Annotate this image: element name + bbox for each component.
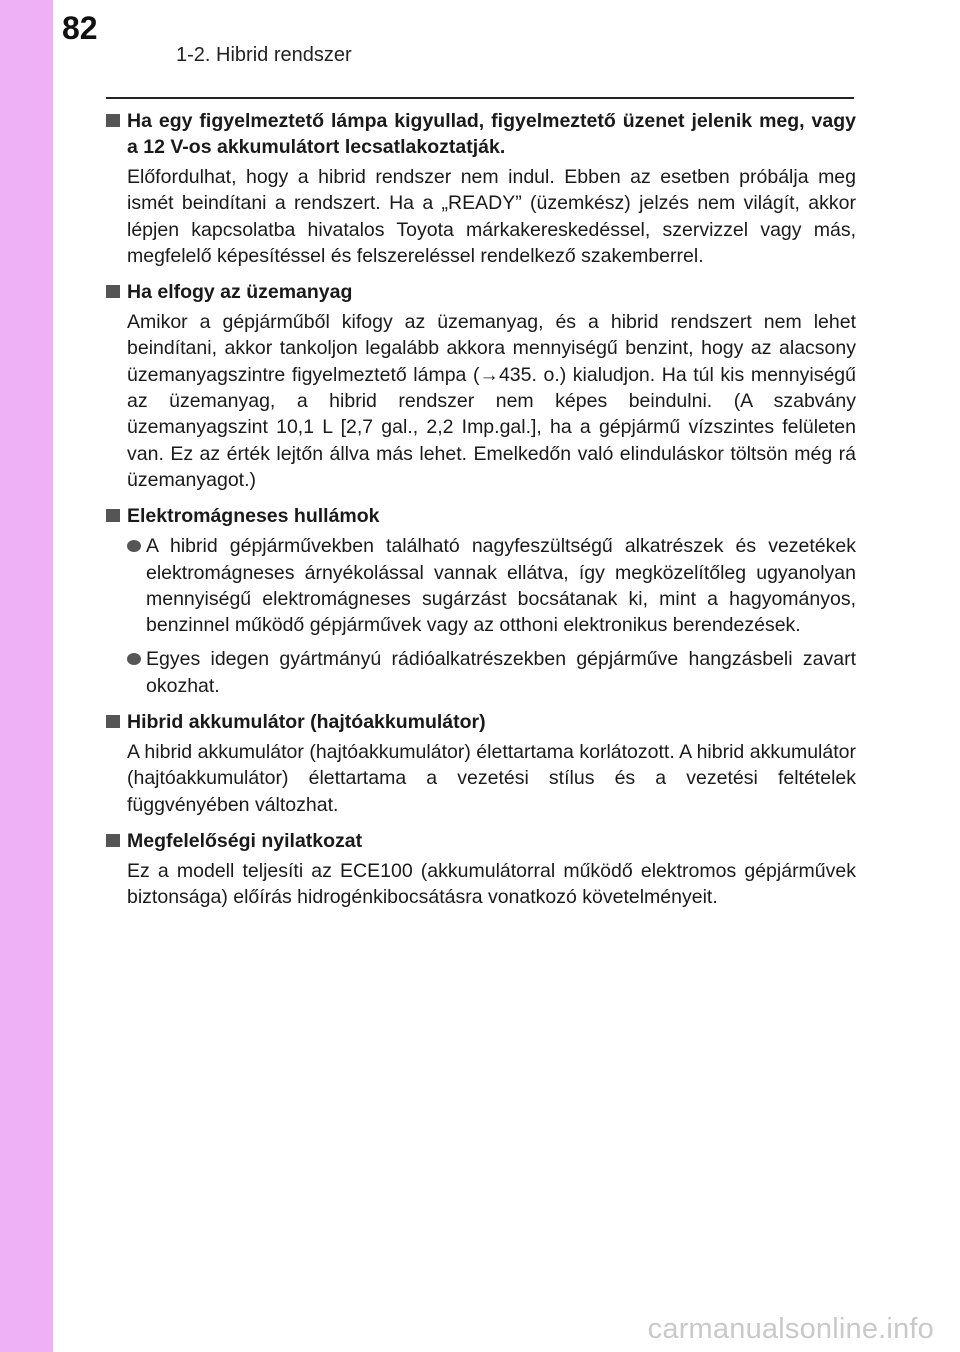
bullet-item [127,533,856,638]
square-bullet-icon [106,715,120,728]
page-number: 82 [62,10,98,46]
header-divider [106,97,854,99]
section-warning-light [106,108,856,269]
section-paragraph: Ez a modell teljesíti az ECE100 (akkumulátorral működő elektromos gépjárművek biztonsága) előírás hidrogénkibocsátásra vonatkozó követelményeit. [127,859,856,909]
round-bullet-icon [127,653,141,665]
section-heading-text: Megfelelőségi nyilatkozat [127,829,363,852]
bullet-text: A hibrid gépjárművekben található nagyfeszültségű alkatrészek és vezetékek elektromágneses árnyékolással vannak ellátva, így megközelítőleg ugyanolyan mennyiségű elektromágneses sugárzást bocsátanak ki, mint a hagyományos, benzinnel működő gépjárművek vagy az otthoni elektronikus berendezések. [146,535,856,637]
section-hybrid-battery [106,709,856,818]
section-paragraph: Amikor a gépjárműből kifogy az üzemanyag, és a hibrid rendszert nem lehet beindítani, akkor tankoljon legalább akkora mennyiségű benzint, hogy az alacsony üzemanyagszintre figyelmeztető lámpa (→435. o.) kialudjon. Ha túl kis mennyiségű az üzemanyag, a hibrid rendszer nem képes beindulni. (A szabvány üzemanyagszint 10,1 L [2,7 gal., 2,2 Imp.gal.], ha a gépjármű vízszintes felületen van. Ez az érték lejtőn állva más lehet. Emelkedőn való elinduláskor töltsön még rá üzemanyagot.) [127,311,856,491]
section-paragraph: A hibrid akkumulátor (hajtóakkumulátor) élettartama korlátozott. A hibrid akkumulátor (hajtóakkumulátor) élettartama a vezetési stílus és a vezetési feltételek függvényében változhat. [127,741,856,816]
square-bullet-icon [106,114,120,127]
section-heading [106,503,856,529]
section-heading [106,108,856,160]
section-heading-text: Elektromágneses hullámok [127,505,380,528]
section-heading-text: Ha elfogy az üzemanyag [127,281,353,304]
square-bullet-icon [106,285,120,298]
section-declaration-of-conformity [106,828,856,911]
bullet-item [127,646,856,699]
section-heading-text: Ha egy figyelmeztető lámpa kigyullad, figyelmeztető üzenet jelenik meg, vagy a 12 V-os akkumulátort lecsatlakoztatják. [127,110,856,158]
section-paragraph: Előfordulhat, hogy a hibrid rendszer nem indul. Ebben az esetben próbálja meg ismét beindítani a rendszert. Ha a „READY” (üzemkész) jelzés nem világít, akkor lépjen kapcsolatba hivatalos Toyota márkakereskedéssel, szervizzel vagy más, megfelelő képesítéssel és felszereléssel rendelkező szakemberrel. [127,166,856,267]
bullet-text: Egyes idegen gyártmányú rádióalkatrészekben gépjárműve hangzásbeli zavart okozhat. [146,648,856,697]
round-bullet-icon [127,540,141,552]
page-content [106,108,856,921]
section-heading [106,279,856,305]
section-title: 1-2. Hibrid rendszer [176,44,352,66]
section-heading [106,709,856,735]
square-bullet-icon [106,834,120,847]
square-bullet-icon [106,509,120,522]
section-heading-text: Hibrid akkumulátor (hajtóakkumulátor) [127,711,486,734]
section-electromagnetic-waves [106,503,856,699]
chapter-color-band [0,0,53,1352]
watermark: carmanualsonline.info [647,1313,934,1345]
section-heading [106,828,856,854]
section-out-of-fuel [106,279,856,493]
